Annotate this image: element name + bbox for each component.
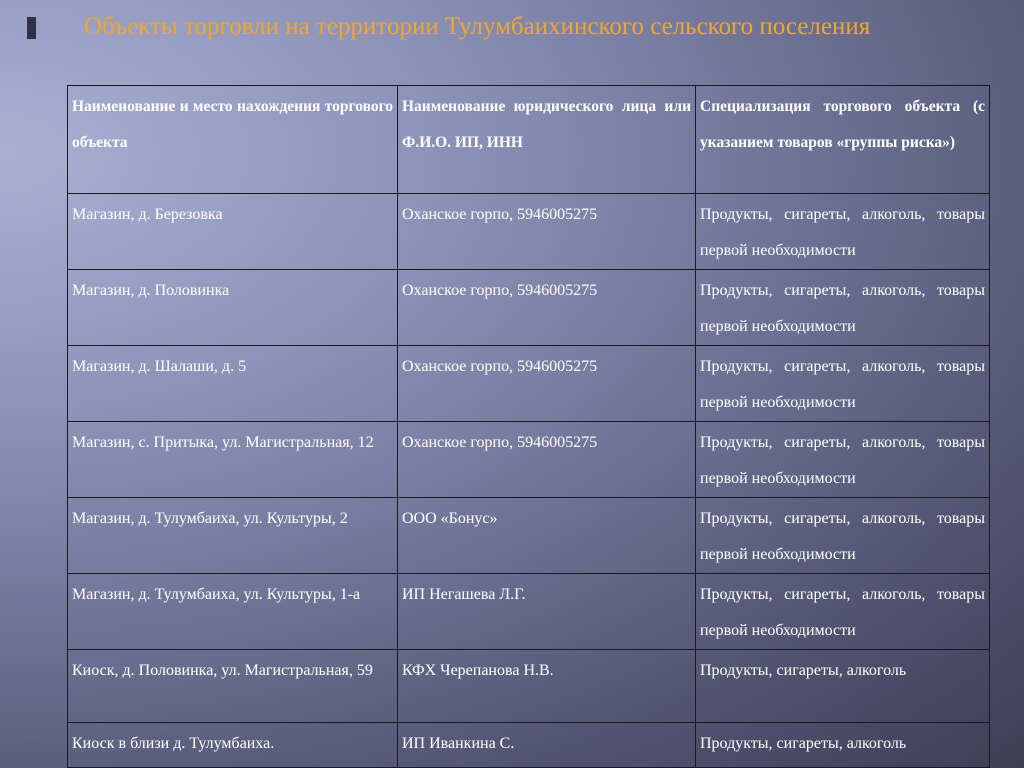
table-row bbox=[68, 498, 990, 574]
table-row bbox=[68, 346, 990, 422]
cell-specialization: Продукты, сигареты, алкоголь, товары первой необходимости bbox=[696, 422, 990, 498]
cell-object-location: Магазин, д. Березовка bbox=[68, 194, 398, 270]
cell-legal-entity: Оханское горпо, 5946005275 bbox=[398, 194, 696, 270]
cell-specialization: Продукты, сигареты, алкоголь bbox=[696, 650, 990, 723]
table-row bbox=[68, 650, 990, 723]
cell-legal-entity: ИП Негашева Л.Г. bbox=[398, 574, 696, 650]
cell-specialization: Продукты, сигареты, алкоголь, товары первой необходимости bbox=[696, 498, 990, 574]
cell-object-location: Киоск, д. Половинка, ул. Магистральная, 59 bbox=[68, 650, 398, 723]
table-row bbox=[68, 422, 990, 498]
cell-legal-entity: Оханское горпо, 5946005275 bbox=[398, 422, 696, 498]
header-specialization: Специализация торгового объекта (с указанием товаров «группы риска») bbox=[696, 86, 990, 194]
cell-specialization: Продукты, сигареты, алкоголь, товары первой необходимости bbox=[696, 270, 990, 346]
trade-objects-table bbox=[67, 85, 990, 768]
table-row bbox=[68, 194, 990, 270]
cell-legal-entity: ИП Иванкина С. bbox=[398, 723, 696, 768]
cell-object-location: Магазин, д. Тулумбаиха, ул. Культуры, 1-а bbox=[68, 574, 398, 650]
cell-object-location: Магазин, д. Тулумбаиха, ул. Культуры, 2 bbox=[68, 498, 398, 574]
table-row bbox=[68, 723, 990, 768]
trade-objects-table-container bbox=[67, 85, 989, 768]
cell-legal-entity: Оханское горпо, 5946005275 bbox=[398, 346, 696, 422]
table-header-row bbox=[68, 86, 990, 194]
cell-object-location: Магазин, д. Половинка bbox=[68, 270, 398, 346]
cell-object-location: Магазин, с. Притыка, ул. Магистральная, 12 bbox=[68, 422, 398, 498]
slide-bullet-marker bbox=[27, 17, 36, 39]
cell-legal-entity: КФХ Черепанова Н.В. bbox=[398, 650, 696, 723]
cell-object-location: Киоск в близи д. Тулумбаиха. bbox=[68, 723, 398, 768]
cell-specialization: Продукты, сигареты, алкоголь bbox=[696, 723, 990, 768]
table-row bbox=[68, 270, 990, 346]
cell-specialization: Продукты, сигареты, алкоголь, товары первой необходимости bbox=[696, 346, 990, 422]
slide-title: Объекты торговли на территории Тулумбаихинского сельского поселения bbox=[84, 13, 871, 40]
cell-legal-entity: Оханское горпо, 5946005275 bbox=[398, 270, 696, 346]
table-row bbox=[68, 574, 990, 650]
cell-specialization: Продукты, сигареты, алкоголь, товары первой необходимости bbox=[696, 194, 990, 270]
cell-legal-entity: ООО «Бонус» bbox=[398, 498, 696, 574]
header-object-location: Наименование и место нахождения торгового объекта bbox=[68, 86, 398, 194]
header-legal-entity: Наименование юридического лица или Ф.И.О. ИП, ИНН bbox=[398, 86, 696, 194]
cell-specialization: Продукты, сигареты, алкоголь, товары первой необходимости bbox=[696, 574, 990, 650]
cell-object-location: Магазин, д. Шалаши, д. 5 bbox=[68, 346, 398, 422]
